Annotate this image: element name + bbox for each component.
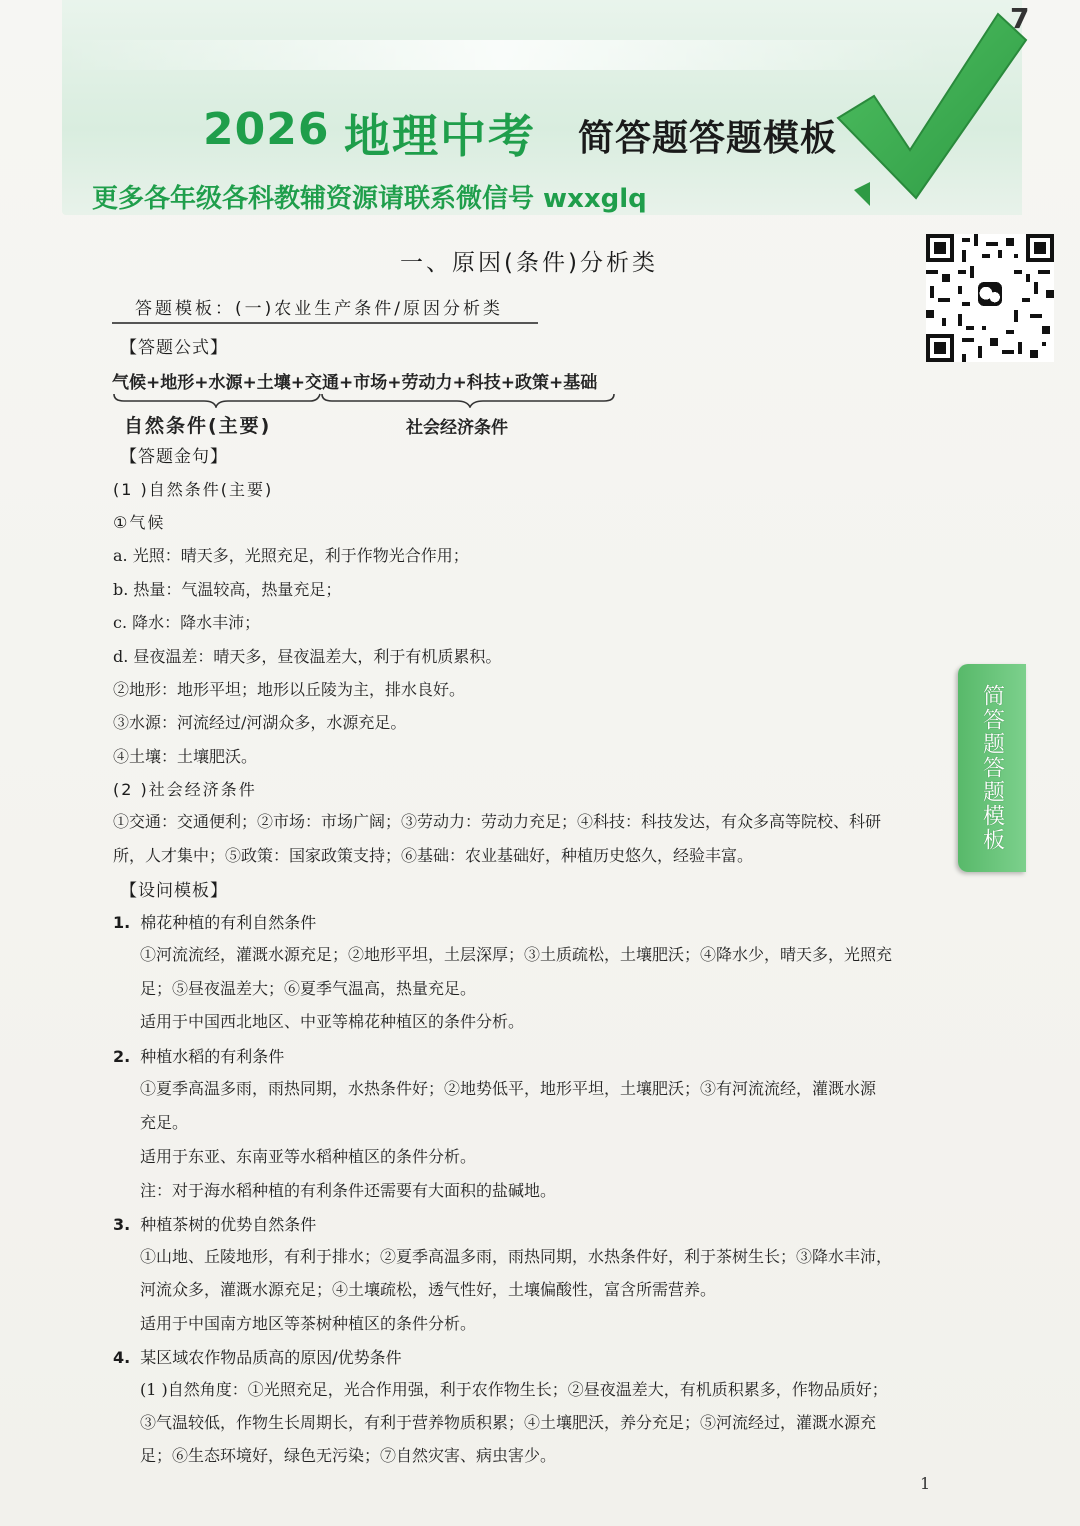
- banner-subject: 地理中考: [344, 109, 536, 163]
- question-heading: [113, 1212, 316, 1235]
- natural-item: ④土壤：土壤肥沃。: [113, 747, 258, 766]
- question-line: 河流众多，灌溉水源充足；④土壤疏松，透气性好，土壤偏酸性，富含所需营养。: [140, 1280, 717, 1299]
- question-number: 2.: [113, 1047, 131, 1066]
- formula-text: 气候+地形+水源+土壤+交通+市场+劳动力+科技+政策+基础: [112, 373, 598, 393]
- question-number: 1.: [113, 913, 131, 932]
- climate-item: a. 光照：晴天多，光照充足，利于作物光合作用；: [113, 546, 469, 565]
- template-title: 答题模板：(一)农业生产条件/原因分析类: [135, 299, 503, 319]
- question-number: 3.: [113, 1215, 131, 1234]
- natural-item: ②地形：地形平坦；地形以丘陵为主，排水良好。: [113, 680, 466, 699]
- question-title: 某区域农作物品质高的原因/优势条件: [140, 1348, 402, 1367]
- question-line: ①夏季高温多雨，雨热同期，水热条件好；②地势低平，地形平坦，土壤肥沃；③有河流流经，灌溉水源: [140, 1079, 877, 1098]
- banner-template-title: 简答题答题模板: [578, 118, 838, 159]
- question-number: 4.: [113, 1348, 131, 1367]
- section-title: 一、原因(条件)分析类: [400, 250, 658, 276]
- banner-year: 2026: [203, 104, 330, 155]
- climate-item: c. 降水：降水丰沛；: [113, 613, 261, 632]
- question-title: 棉花种植的有利自然条件: [140, 913, 317, 932]
- climate-title: ①气候: [113, 513, 166, 532]
- question-line: 适用于中国南方地区等茶树种植区的条件分析。: [140, 1314, 477, 1333]
- question-title: 种植茶树的优势自然条件: [140, 1215, 317, 1234]
- question-line: (1 )自然角度：①光照充足，光合作用强，利于农作物生长；②昼夜温差大，有机质积累多，作物品质好；: [140, 1380, 888, 1399]
- question-line: 足；⑥生态环境好，绿色无污染；⑦自然灾害、病虫害少。: [140, 1446, 557, 1465]
- template-underline: [112, 322, 538, 324]
- banner-highlight: [62, 40, 942, 70]
- question-note: 注：对于海水稻种植的有利条件还需要有大面积的盐碱地。: [140, 1181, 557, 1200]
- question-heading: [113, 910, 316, 933]
- qr-code-icon: [926, 234, 1054, 362]
- corner-page-number: 7: [1010, 2, 1030, 35]
- part1-title: (1 )自然条件(主要): [113, 480, 274, 499]
- question-line: ①河流流经，灌溉水源充足；②地形平坦，土层深厚；③土质疏松，土壤肥沃；④降水少，晴天多，光照充: [140, 945, 893, 964]
- question-title: 种植水稻的有利条件: [140, 1047, 285, 1066]
- brace-icon: [112, 392, 617, 408]
- question-line: 足；⑤昼夜温差大；⑥夏季气温高，热量充足。: [140, 979, 477, 998]
- social-line: ①交通：交通便利；②市场：市场广阔；③劳动力：劳动力充足；④科技：科技发达，有众多高等院校、科研: [113, 812, 882, 831]
- social-line: 所，人才集中；⑤政策：国家政策支持；⑥基础：农业基础好，种植历史悠久，经验丰富。: [113, 846, 754, 865]
- question-heading: [113, 1345, 402, 1368]
- part2-title: (2 )社会经济条件: [113, 780, 257, 799]
- question-heading: [113, 1044, 284, 1067]
- question-line: 适用于中国西北地区、中亚等棉花种植区的条件分析。: [140, 1012, 525, 1031]
- question-template-label: 【设问模板】: [120, 881, 228, 901]
- page-number: 1: [920, 1474, 931, 1493]
- checkmark-icon: [830, 0, 1030, 210]
- side-tab-label: 简答题答题模板: [979, 684, 1005, 852]
- banner-contact: 更多各年级各科教辅资源请联系微信号 wxxglq: [92, 184, 647, 214]
- question-line: 充足。: [140, 1113, 189, 1132]
- side-tab: [958, 664, 1026, 872]
- social-conditions-label: 社会经济条件: [406, 418, 508, 438]
- formula-label: 【答题公式】: [120, 338, 228, 358]
- question-line: ①山地、丘陵地形，有利于排水；②夏季高温多雨，雨热同期，水热条件好，利于茶树生长；③降水丰沛，: [140, 1247, 893, 1266]
- climate-item: d. 昼夜温差：晴天多，昼夜温差大，利于有机质累积。: [113, 647, 502, 666]
- golden-sentence-label: 【答题金句】: [120, 447, 228, 467]
- natural-item: ③水源：河流经过/河湖众多，水源充足。: [113, 713, 407, 732]
- question-line: ③气温较低，作物生长周期长，有利于营养物质积累；④土壤肥沃，养分充足；⑤河流经过，灌溉水源充: [140, 1413, 877, 1432]
- question-line: 适用于东亚、东南亚等水稻种植区的条件分析。: [140, 1147, 477, 1166]
- climate-item: b. 热量：气温较高，热量充足；: [113, 580, 342, 599]
- natural-conditions-label: 自然条件(主要): [124, 415, 272, 437]
